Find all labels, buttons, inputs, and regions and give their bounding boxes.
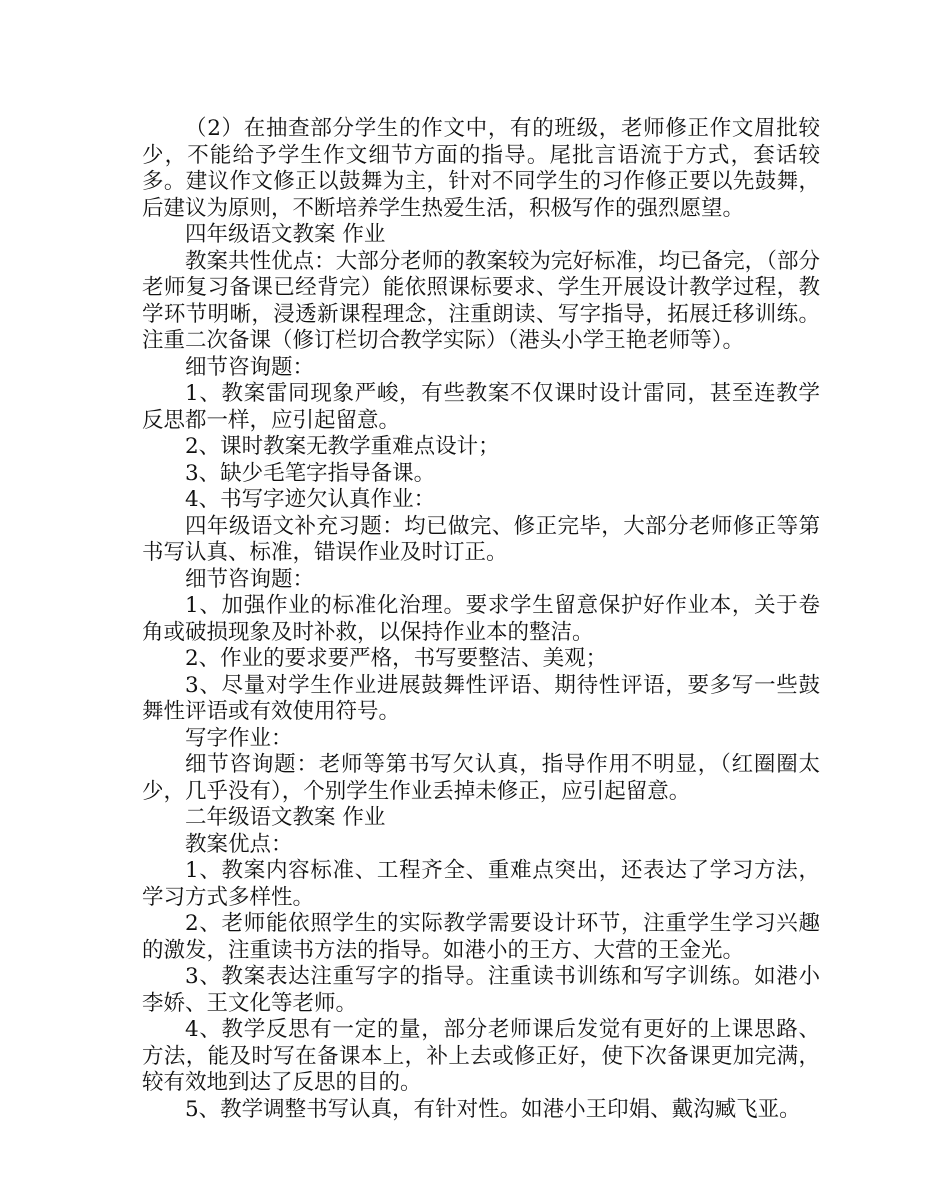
paragraph-writing-issues: 细节咨询题：老师等第书写欠认真，指导作用不明显，（红圈圈太少，几乎没有），个别学生作业丢掉未修正，应引起留意。 [142, 752, 820, 804]
paragraph-composition-review: （2）在抽查部分学生的作文中，有的班级，老师修正作文眉批较少，不能给予学生作文细节方面的指导。尾批言语流于方式，套话较多。建议作文修正以鼓舞为主，针对不同学生的习作修正要以先鼓舞，后建议为原则，不断培养学生热爱生活，积极写作的强烈愿望。 [142, 116, 820, 221]
subheading-detail-issues: 细节咨询题： [185, 566, 315, 592]
document-body [142, 116, 820, 1123]
list-item: 2、作业的要求要严格，书写要整洁、美观； [185, 646, 608, 671]
list-item: 2、老师能依照学生的实际教学需要设计环节，注重学生学习兴趣的激发，注重读书方法的指导。如港小的王方、大营的王金光。 [142, 911, 820, 963]
list-item: 3、缺少毛笔字指导备课。 [185, 460, 436, 486]
list-item: 4、教学反思有一定的量，部分老师课后发觉有更好的上课思路、方法，能及时写在备课本上，补上去或修正好，使下次备课更加完满，较有效地到达了反思的目的。 [142, 1017, 820, 1095]
list-item: 2、课时教案无教学重难点设计； [185, 434, 500, 459]
section-heading-grade4-lesson-plans: 四年级语文教案 作业 [185, 222, 386, 247]
subheading-lesson-plan-strengths: 教案优点： [185, 831, 293, 857]
paragraph-supplementary-exercises: 四年级语文补充习题：均已做完、修正完毕，大部分老师修正等第书写认真、标准，错误作业及时订正。 [142, 513, 820, 565]
list-item: 5、教学调整书写认真，有针对性。如港小王印娟、戴沟臧飞亚。 [185, 1096, 801, 1122]
list-item: 1、教案内容标准、工程齐全、重难点突出，还表达了学习方法，学习方式多样性。 [142, 858, 820, 910]
list-item: 1、教案雷同现象严峻，有些教案不仅课时设计雷同，甚至连教学反思都一样，应引起留意。 [142, 381, 820, 433]
subheading-detail-issues: 细节咨询题： [185, 354, 315, 380]
list-item: 3、尽量对学生作业进展鼓舞性评语、期待性评语，要多写一些鼓舞性评语或有效使用符号。 [142, 672, 820, 724]
subheading-writing-homework: 写字作业： [185, 725, 293, 751]
list-item: 4、书写字迹欠认真作业： [185, 487, 436, 512]
list-item: 1、加强作业的标准化治理。要求学生留意保护好作业本，关于卷角或破损现象及时补救，以保持作业本的整洁。 [142, 593, 820, 645]
paragraph-lesson-plan-strengths: 教案共性优点：大部分老师的教案较为完好标准，均已备完，（部分老师复习备课已经背完）能依照课标要求、学生开展设计教学过程，教学环节明晰，浸透新课程理念，注重朗读、写字指导，拓展迁移训练。注重二次备课（修订栏切合教学实际）（港头小学王艳老师等）。 [142, 248, 820, 353]
list-item: 3、教案表达注重写字的指导。注重读书训练和写字训练。如港小李娇、王文化等老师。 [142, 964, 820, 1016]
section-heading-grade2-lesson-plans: 二年级语文教案 作业 [185, 805, 386, 830]
